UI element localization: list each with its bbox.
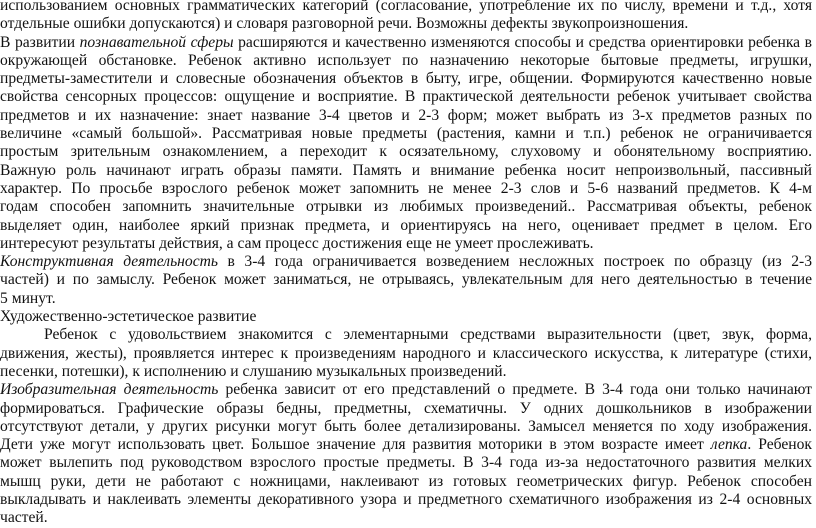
text-line [0, 253, 812, 271]
text-line: предметов и их назначение: знает название 3-4 цветов и 2-3 форм; может выбрать из 3-х предметов разных по [0, 106, 812, 124]
italic-term: познавательной сферы [79, 33, 234, 51]
text-line: может вылепить под руководством взрослого простые предметы. В 3-4 года из-за недостаточного развития мелких [0, 454, 812, 472]
paragraph-visual-activity [0, 381, 812, 527]
paragraph-speech [0, 0, 812, 34]
paragraph-cognitive-sphere [0, 34, 812, 254]
paragraph-aesthetic [0, 326, 812, 381]
paragraph-constructive-activity [0, 253, 812, 308]
text-line: выделяет один, наиболее яркий признак предмета, и ориентируясь на него, оценивает предмет в целом. Его [0, 216, 812, 234]
text-run: Дети уже могут использовать цвет. Большое значение для развития моторики в этом возрасте имеет [0, 436, 704, 454]
text-line: отсутствуют детали, у других рисунки могут быть более детализированы. Замысел меняется по ходу изображения. [0, 417, 812, 435]
text-line: Важную роль начинают играть образы памяти. Память и внимание ребенка носит непроизвольный, пассивный [0, 161, 812, 179]
text-line: отдельные ошибки допускаются) и словаря разговорной речи. Возможны дефекты звукопроизношения. [0, 15, 689, 33]
text-line: частей. [0, 509, 48, 527]
text-line: мышц руки, дети не работают с ножницами, наклеивают из готовых геометрических фигур. Ребенок способен [0, 472, 812, 490]
text-line: годам способен запомнить значительные отрывки из любимых произведений.. Рассматривая объекты, ребенок [0, 198, 812, 216]
italic-term: Изобразительная деятельность [0, 381, 219, 399]
italic-term: лепка [710, 436, 748, 454]
text-line: Ребенок с удовольствием знакомится с элементарными средствами выразительности (цвет, звук, форма, [44, 326, 812, 344]
text-line: 5 минут. [0, 289, 56, 307]
text-line: характер. По просьбе взрослого ребенок может запомнить не менее 2-3 слов и 5-6 названий предметов. К 4-м [0, 179, 812, 197]
text-run: ребенка зависит от его представлений о предмете. В 3-4 года они только начинают [225, 381, 812, 399]
italic-term: Конструктивная деятельность [0, 253, 218, 271]
text-line: простым зрительным ознакомлением, а переходит к осязательному, слуховому и обонятельному восприятию. [0, 143, 812, 161]
text-line: свойства сенсорных процессов: ощущение и восприятие. В практической деятельности ребенок учитывает свойства [0, 88, 812, 106]
text-line [0, 34, 812, 52]
text-line: использованием основных грамматических категорий (согласование, употребление их по числу, времени и т.д., хотя [0, 0, 812, 14]
text-run: . Ребенок [747, 436, 812, 454]
text-line [0, 436, 812, 454]
text-line: окружающей обстановке. Ребенок активно использует по назначению некоторые бытовые предметы, игрушки, [0, 51, 812, 69]
text-run: В развитии [0, 33, 76, 51]
text-line: песенки, потешки), к исполнению и слушанию музыкальных произведений. [0, 362, 507, 380]
text-line: движения, жесты), проявляется интерес к произведениям народного и классического искусства, к литературе (стихи, [0, 344, 812, 362]
text-line: выкладывать и наклеивать элементы декоративного узора и предметного схематичного изображения из 2-4 основных [0, 491, 812, 509]
text-run: в 3-4 года ограничивается возведением несложных построек по образцу (из 2-3 [227, 253, 812, 271]
text-run: расширяются и качественно изменяются способы и средства ориентировки ребенка в [238, 33, 812, 51]
text-line: интересуют результаты действия, а сам процесс достижения еще не умеет прослеживать. [0, 234, 594, 252]
text-line: частей) и по замыслу. Ребенок может заниматься, не отрываясь, увлекательным для него деятельностью в течение [0, 271, 812, 289]
text-line: формироваться. Графические образы бедны, предметны, схематичны. У одних дошкольников в изображении [0, 399, 812, 417]
section-heading: Художественно-эстетическое развитие [0, 308, 257, 326]
text-line: величине «самый большой». Рассматривая новые предметы (растения, камни и т.п.) ребенок не ограничивается [0, 125, 812, 143]
text-line: предметы-заместители и словесные обозначения объектов в быту, игре, общении. Формируются качественно новые [0, 70, 812, 88]
text-line [0, 381, 812, 399]
